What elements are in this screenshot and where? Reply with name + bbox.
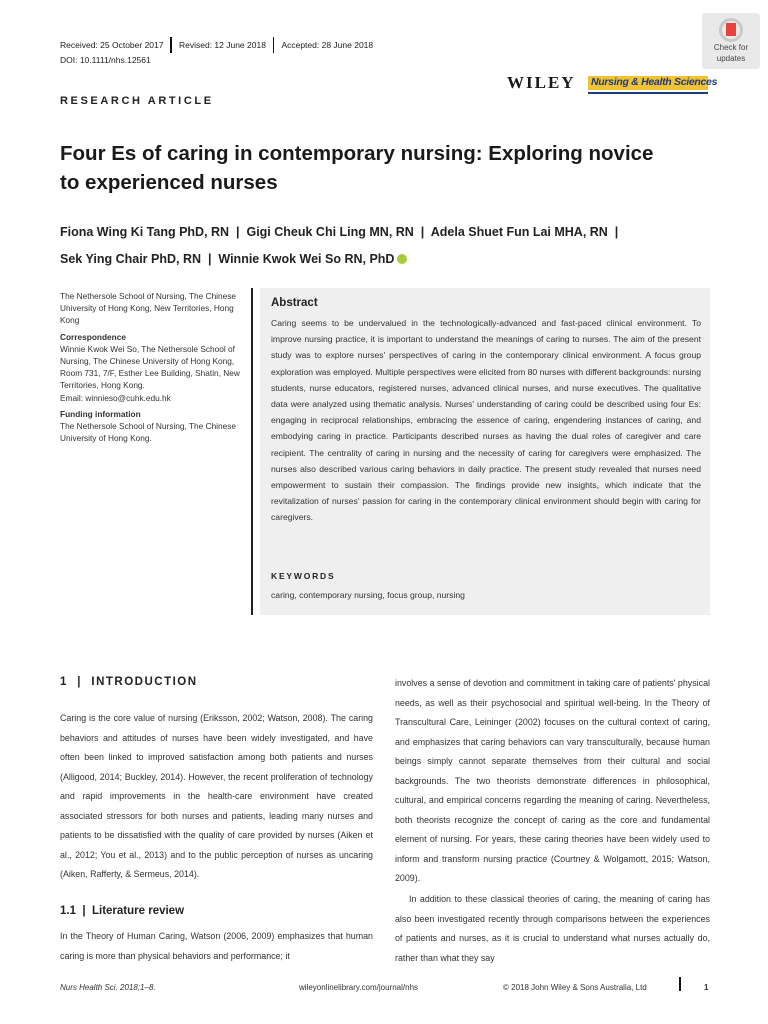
- check-updates-line1: Check for: [713, 43, 749, 52]
- publisher-logo: WILEY: [507, 73, 576, 92]
- article-title: [60, 139, 700, 197]
- divider: [170, 37, 172, 53]
- orcid-icon[interactable]: [397, 254, 407, 264]
- right-column-paragraph-2: In addition to these classical theories of caring, the meaning of caring has also been investigated recently through comparisons between the experiences of patients and nurses, as it is crucial to understand what nurses actually do, rather than what they say: [395, 894, 710, 963]
- journal-logo-text: Nursing & Health Sciences: [591, 76, 718, 88]
- article-type: RESEARCH ARTICLE: [60, 95, 214, 107]
- check-for-updates-badge[interactable]: [702, 13, 760, 69]
- title-line-1: Four Es of caring in contemporary nursing: Exploring novice: [60, 142, 654, 165]
- title-line-2: to experienced nurses: [60, 171, 278, 194]
- funding: The Nethersole School of Nursing, The Chinese University of Hong Kong.: [60, 421, 237, 444]
- authors-line-1: Fiona Wing Ki Tang PhD, RN | Gigi Cheuk Chi Ling MN, RN | Adela Shuet Fun Lai MHA, RN |: [60, 225, 619, 239]
- check-updates-line2: updates: [716, 53, 746, 63]
- affiliations: [60, 290, 245, 444]
- divider: [273, 37, 275, 53]
- correspondence: Winnie Kwok Wei So, The Nethersole School of Nursing, The Chinese University of Hong Kong, Room 731, 7/F, Esther Lee Building, Shatin, New Territories, Hong Kong.: [60, 343, 240, 391]
- footer-url[interactable]: wileyonlinelibrary.com/journal/nhs: [299, 983, 419, 992]
- author-list: [60, 219, 720, 273]
- received-date: Received: 25 October 2017: [60, 40, 164, 50]
- journal-logo: [588, 74, 718, 94]
- correspondence-heading: Correspondence: [60, 331, 126, 342]
- keywords: caring, contemporary nursing, focus group, nursing: [271, 590, 465, 600]
- page-number: 1: [704, 983, 709, 992]
- funding-heading: Funding information: [60, 408, 141, 419]
- subsection-heading-literature: 1.1 | Literature review: [60, 905, 185, 917]
- footer-citation: Nurs Health Sci. 2018;1–8.: [60, 983, 156, 992]
- institution: The Nethersole School of Nursing, The Chinese University of Hong Kong, New Territories, Hong Kong: [60, 291, 237, 326]
- literature-paragraph: In the Theory of Human Caring, Watson (2006, 2009) emphasizes that human caring is more than physical behaviors and performance; it: [60, 931, 373, 961]
- footer-divider: [679, 977, 681, 991]
- email[interactable]: Email: winnieso@cuhk.edu.hk: [60, 392, 171, 403]
- authors-line-2: Sek Ying Chair PhD, RN | Winnie Kwok Wei So RN, PhD: [60, 252, 395, 266]
- intro-paragraph: Caring is the core value of nursing (Eriksson, 2002; Watson, 2008). The caring behaviors and attitudes of nurses have been widely investigated, and have often been linked to improved satisfaction among both patients and nurses (Alligood, 2014; Buckley, 2014). However, the recent proliferation of technology and rapid improvements in the health-care environment have created associated stressors for both nurses and patients, leading many nurses and patients to be dissatisfied with the quality of care provided by nurses (Aiken et al., 2012; You et al., 2013) and to the public perception of nurses as uncaring (Aiken, Rafferty, & Sermeus, 2014).: [60, 713, 373, 879]
- section-heading-introduction: 1 | INTRODUCTION: [60, 676, 198, 688]
- accepted-date: Accepted: 28 June 2018: [281, 40, 374, 50]
- footer-copyright: © 2018 John Wiley & Sons Australia, Ltd: [503, 983, 647, 992]
- abstract-heading: Abstract: [271, 297, 318, 309]
- revised-date: Revised: 12 June 2018: [178, 40, 266, 50]
- abstract-rule: [251, 288, 253, 615]
- keywords-heading: KEYWORDS: [271, 571, 336, 581]
- article-dates: [60, 37, 373, 53]
- doi[interactable]: DOI: 10.1111/nhs.12561: [60, 55, 151, 65]
- bookmark-icon: [719, 18, 743, 42]
- right-column-paragraph-1: involves a sense of devotion and commitment in taking care of patients' physical needs, as well as their psychosocial and spiritual well-being. In the Theory of Transcultural Care, Leininger (2002) focuses on the cultural context of caring, and emphasizes that caring behaviors can vary transculturally, because human beings simply cannot separate themselves from their cultural and social backgrounds. The two theorists demonstrate differences in philosophical, cultural, and empirical concerns regarding the meaning of caring. Nevertheless, both theorists recognize the concept of caring as the core and fundamental element of nursing. For years, these caring theories have been widely used to inform and transform nursing practice (Courtney & Wolgamott, 2015; Watson, 2009).: [395, 678, 710, 883]
- abstract-text: Caring seems to be undervalued in the technologically-advanced and fast-paced clinical environment. To improve nursing practice, it is important to understand the meanings of caring to nurses. The aim of the present study was to explore nurses' perspectives of caring in the contemporary clinical environment. A focus group exploration was employed. Multiple perspectives were elicited from 80 nurses with different backgrounds: nursing students, nurse educators, registered nurses, advanced clinical nurses, and nurse executives. The qualitative data were analyzed using thematic analysis. Nurses' understanding of caring could be described using four Es: engaging in reciprocal relationships, embracing the essence of caring, engendering instances of caring, and embodying caring in practice. Participants described nurses as having the dual roles of caregiver and care recipient. The centrality of caring in nursing and the necessity of caring for caregivers were emphasized. The nurses also described various caring behaviors in daily practice. The present study revealed that nurses need empowerment to sustain their compassion. The findings provide new insights, which indicate that the revitalization of nurses' passion for caring in the contemporary clinical environment should begin with caring for caregivers.: [271, 318, 701, 523]
